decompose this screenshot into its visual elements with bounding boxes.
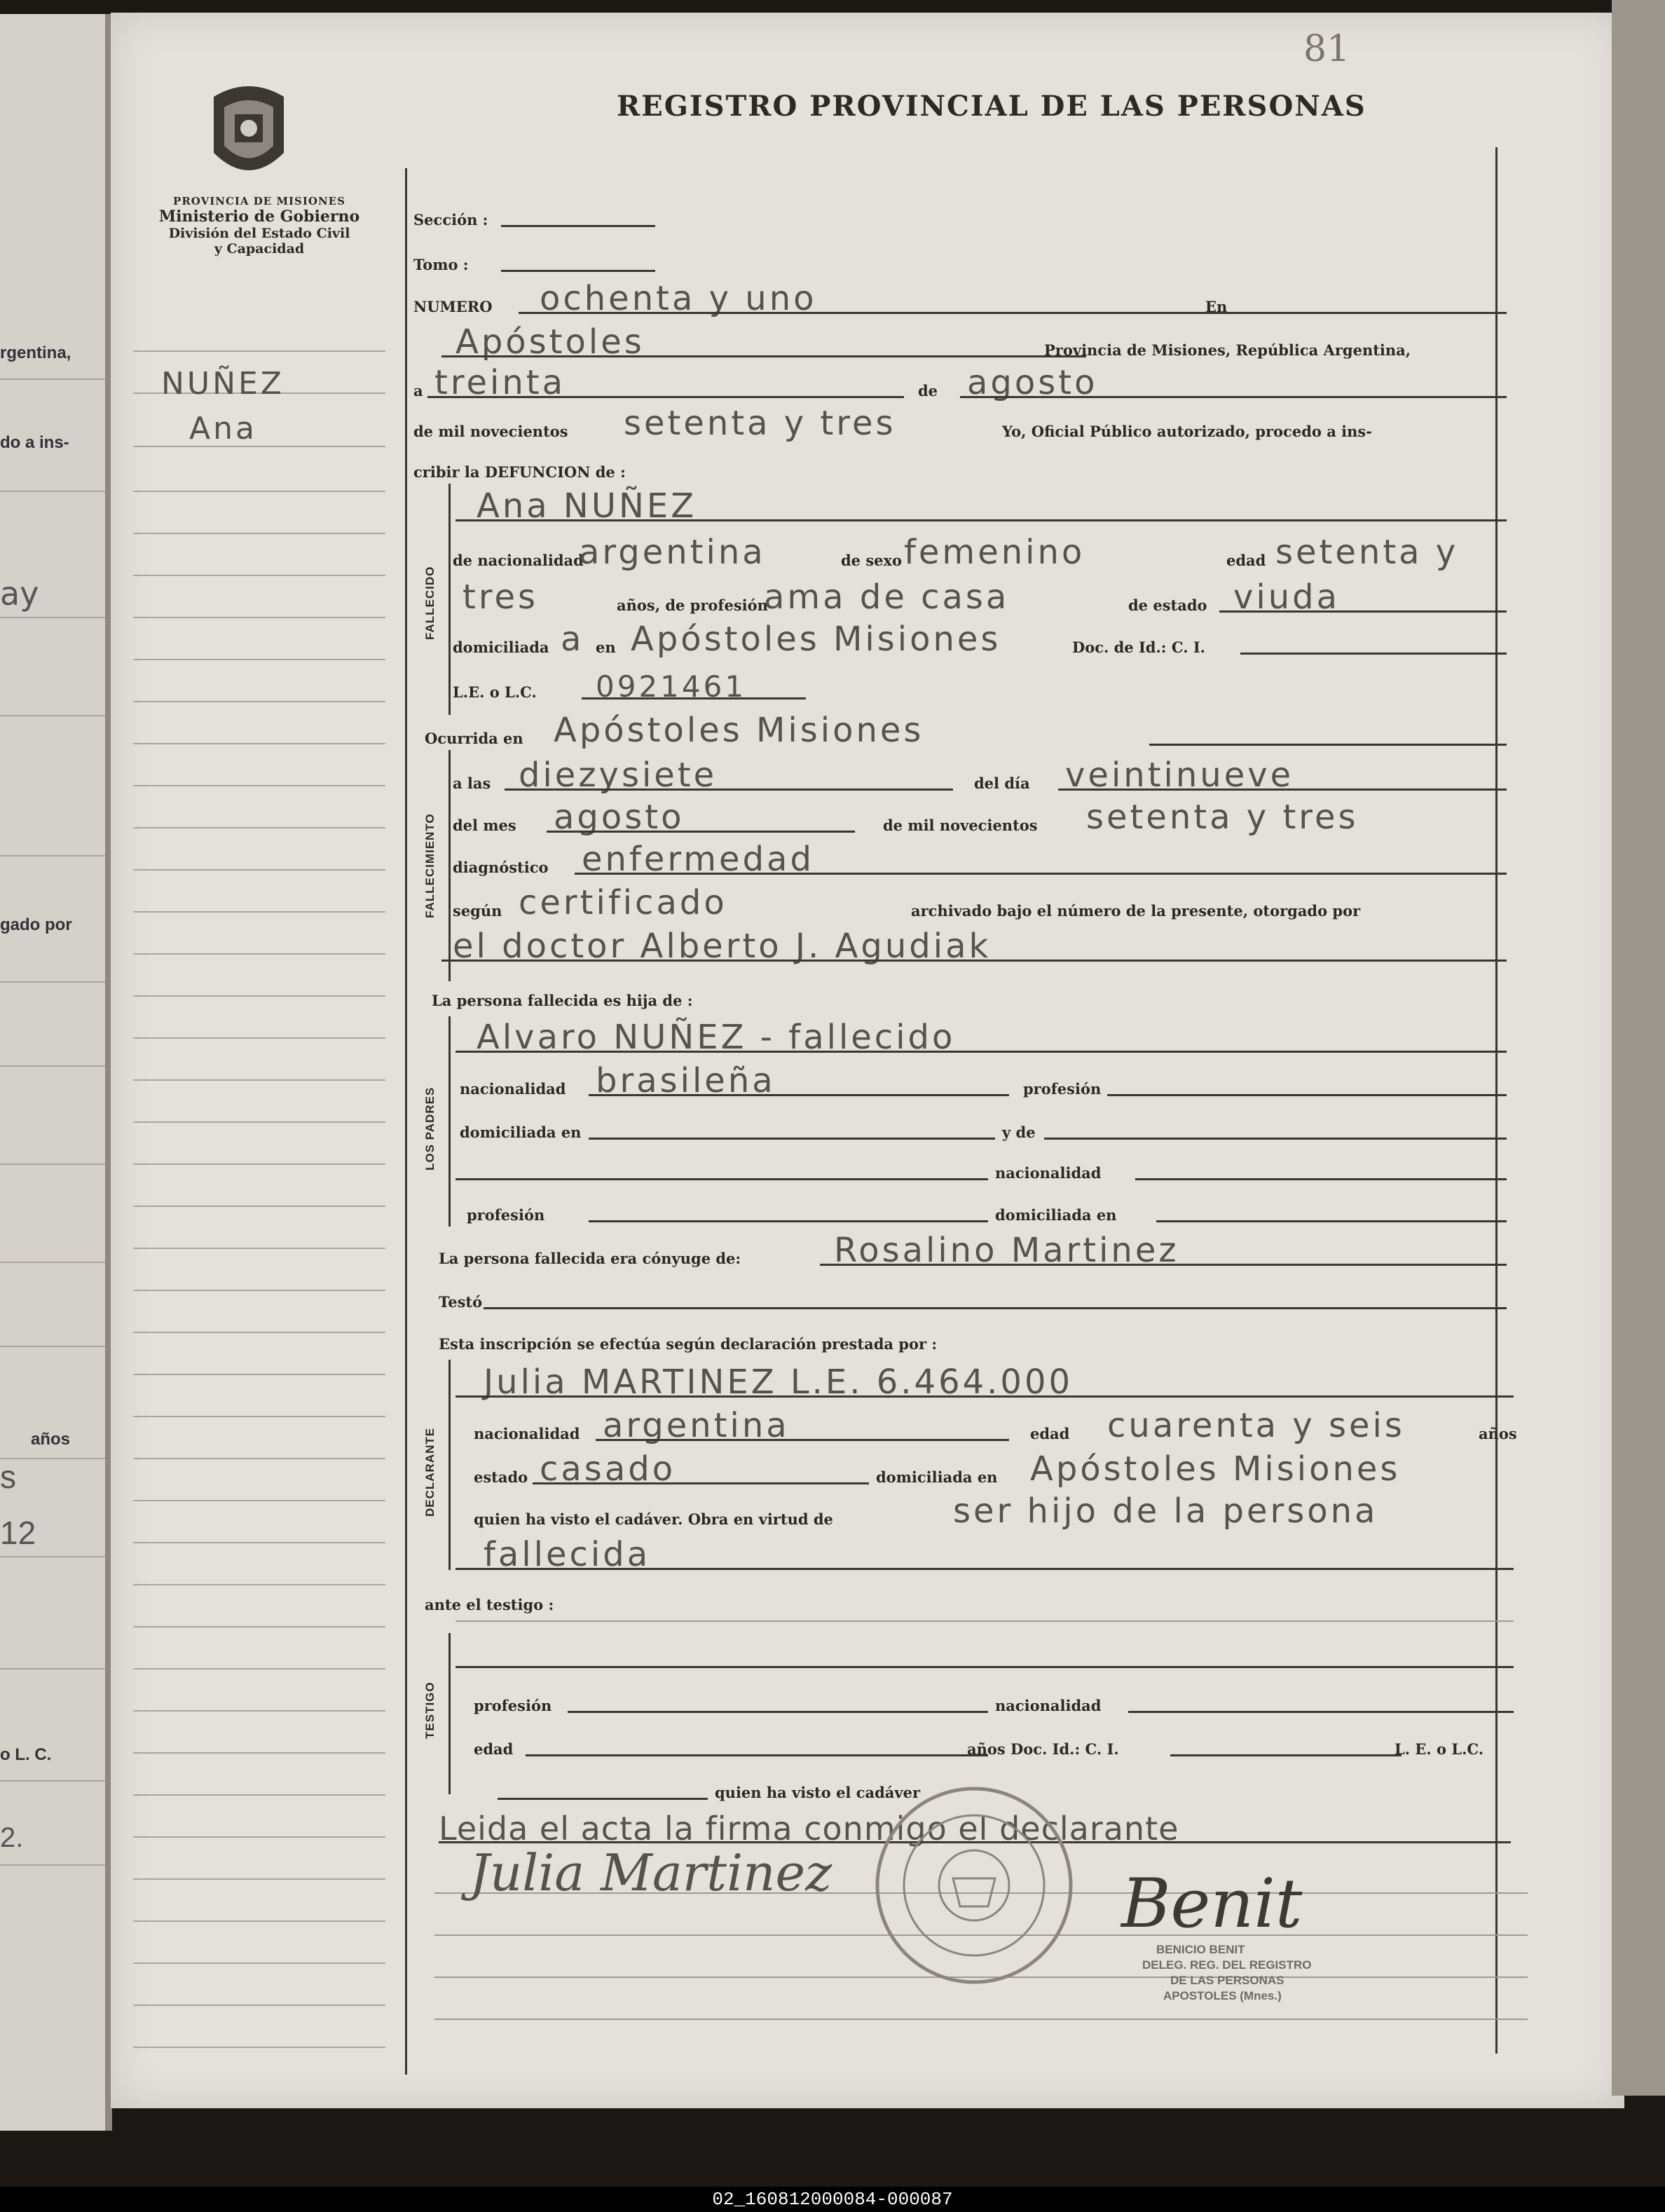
nacionalidad-value: argentina [579,533,766,572]
testigo-nacionalidad-label: nacionalidad [995,1697,1102,1714]
padres-nacionalidad-value: brasileña [596,1061,776,1100]
official-signature: Benit [1121,1864,1303,1943]
image-id-footer: 02_160812000084-000087 [0,2187,1665,2212]
cierre-text: Leida el acta la firma conmigo el declarante [439,1810,1179,1848]
row-inscribir [413,442,1521,484]
fragment-text: 12 [0,1515,36,1551]
row-segun [413,880,1521,922]
medico-value: el doctor Alberto J. Agudiak [453,927,992,966]
row-numero [413,276,1521,318]
declarante-visto-label: quien ha visto el cadáver. Obra en virtud de [474,1510,833,1528]
row-testigo-nombre [413,1630,1521,1672]
fallecido-section-label: FALLECIDO [423,566,437,640]
fragment-text: ay [0,575,39,613]
segun-value: certificado [519,883,727,922]
page-title: REGISTRO PROVINCIAL DE LAS PERSONAS [617,90,1366,123]
row-fallecido-le [413,662,1521,704]
row-testigo-profesion [413,1675,1521,1717]
testigo-section-label: TESTIGO [423,1681,437,1739]
fragment-text: s [0,1459,16,1495]
tomo-label: Tomo : [413,256,469,273]
coat-of-arms-icon [203,76,294,188]
dia-value: treinta [434,363,566,402]
row-fecha [413,360,1521,402]
conyuge-value: Rosalino Martinez [834,1231,1179,1270]
margin-surname: NUÑEZ [161,366,285,402]
testigo-visto-label: quien ha visto el cadáver [715,1784,921,1801]
declarante-virtud2-value: fallecida [484,1535,651,1574]
row-padres-intro [413,970,1521,1012]
declarante-nacionalidad-label: nacionalidad [474,1425,580,1442]
testigo-profesion-label: profesión [474,1697,552,1714]
en-label: En [1205,298,1228,315]
authority-division: División del Estado Civil [168,226,350,241]
fallecimiento-section-label: FALLECIMIENTO [423,813,437,918]
declarante-estado-label: estado [474,1468,528,1486]
estado-label: de estado [1128,596,1207,614]
anio-value: setenta y tres [1086,798,1359,837]
fragment-text: 2. [0,1822,24,1853]
declarante-estado-value: casado [540,1449,676,1489]
row-declarante-visto [413,1489,1521,1531]
declarante-section-label: DECLARANTE [423,1427,437,1517]
official-stamp-line: APOSTOLES (Mnes.) [1163,1989,1282,2002]
edad-value-2: tres [463,578,539,617]
declarante-signature: Julia Martinez [470,1843,832,1902]
sexo-label: de sexo [841,552,903,569]
padres-intro: La persona fallecida es hija de : [432,992,693,1009]
row-fallecido-nombre [413,484,1521,526]
y-de-label: y de [1002,1124,1036,1141]
book-edge [1612,0,1665,2096]
row-padres-profesion2 [413,1184,1521,1227]
official-stamp-line: DE LAS PERSONAS [1170,1974,1284,1987]
conyuge-label: La persona fallecida era cónyuge de: [439,1250,741,1267]
row-testigo-edad [413,1719,1521,1761]
declarante-edad-value: cuarenta y seis [1107,1406,1405,1445]
a-label: a [413,382,423,400]
anio-value: setenta y tres [624,404,896,443]
row-testo [413,1271,1521,1313]
row-conyuge [413,1228,1521,1270]
domicilio-value: Apóstoles Misiones [631,620,1001,659]
en-label: en [596,639,616,656]
seccion-label: Sección : [413,211,488,228]
declarante-edad-label: edad [1030,1425,1070,1442]
authority-division-2: y Capacidad [214,241,305,257]
authority-province: PROVINCIA DE MISIONES [173,195,345,207]
fragment-text: gado por [0,915,72,934]
declarante-virtud-value: ser hijo de la persona [953,1491,1378,1531]
row-lugar [413,320,1521,362]
testigo-edad-label: edad [474,1740,514,1758]
declarante-domicilio-value: Apóstoles Misiones [1030,1449,1401,1489]
anio-label: de mil novecientos [883,817,1038,834]
row-padre [413,1015,1521,1057]
issuing-authority [119,195,399,257]
padres-profesion-label: profesión [1023,1080,1102,1098]
inscribir-text: cribir la DEFUNCION de : [413,463,626,481]
profesion-value: ama de casa [764,578,1010,617]
le-value: 0921461 [596,669,747,704]
testigo-anios-doc-label: años Doc. Id.: C. I. [967,1740,1119,1758]
edad-value: setenta y [1275,533,1459,572]
row-padres-nacionalidad2 [413,1142,1521,1184]
declarante-intro: Esta inscripción se efectúa según declaración prestada por : [439,1335,938,1353]
padres-domiciliada2-label: domiciliada en [995,1206,1117,1224]
anios-profesion-label: años, de profesión [617,596,768,614]
padres-domiciliada-label: domiciliada en [460,1124,582,1141]
hora-label: a las [453,774,491,792]
margin-divider [405,168,407,2075]
previous-page-edge [0,14,112,2131]
row-medico [413,924,1521,966]
fragment-text: o L. C. [0,1745,52,1764]
testo-label: Testó [439,1293,483,1311]
declarante-domiciliada-label: domiciliada en [876,1468,998,1486]
numero-label: NUMERO [413,298,493,315]
padres-profesion2-label: profesión [467,1206,545,1224]
row-padres-nacionalidad [413,1058,1521,1100]
mes-value: agosto [554,798,685,837]
page-number: 81 [1303,28,1350,70]
diagnostico-value: enfermedad [582,840,814,879]
padres-nacionalidad-label: nacionalidad [460,1080,566,1098]
mes-value: agosto [967,363,1098,402]
row-declarante-estado [413,1447,1521,1489]
ocurrida-value: Apóstoles Misiones [554,711,924,750]
margin-given-name: Ana [189,411,257,446]
provincia-label: Provincia de Misiones, República Argentina, [1044,341,1411,359]
row-tomo [413,234,1521,276]
testigo-intro: ante el testigo : [425,1596,554,1613]
domicilio-a: a [561,620,584,659]
declarante-nombre: Julia MARTINEZ L.E. 6.464.000 [484,1363,1074,1402]
fragment-text: años [31,1430,71,1449]
row-seccion [413,189,1521,231]
official-stamp-line: DELEG. REG. DEL REGISTRO [1142,1958,1312,1972]
de-label: de [918,382,938,400]
row-mes [413,795,1521,837]
doc-label: Doc. de Id.: C. I. [1072,639,1205,656]
row-diagnostico [413,837,1521,879]
row-declarante-virtud2 [413,1532,1521,1574]
nacionalidad-label: de nacionalidad [453,552,584,569]
padres-nacionalidad2-label: nacionalidad [995,1164,1102,1182]
row-anio [413,401,1521,443]
row-padres-domicilio [413,1102,1521,1144]
ocurrida-label: Ocurrida en [425,730,523,747]
hora-value: diezysiete [519,756,718,795]
sexo-value: femenino [904,533,1085,572]
padre-value: Alvaro NUÑEZ - fallecido [477,1018,956,1057]
fallecido-nombre: Ana NUÑEZ [477,486,697,526]
row-declarante-nombre [413,1360,1521,1402]
fragment-text: rgentina, [0,343,71,362]
row-declarante-intro [413,1313,1521,1356]
row-fallecido-profesion [413,575,1521,617]
testigo-le-label: L. E. o L.C. [1395,1740,1484,1758]
oficial-text: Yo, Oficial Público autorizado, procedo a ins- [1002,423,1372,440]
dia-label: del día [974,774,1030,792]
archivado-text: archivado bajo el número de la presente, otorgado por [911,902,1361,920]
estado-value: viuda [1233,578,1341,617]
row-declarante-nacionalidad [413,1403,1521,1445]
official-stamp-icon [869,1780,1079,1991]
mes-label: del mes [453,817,516,834]
row-hora [413,753,1521,795]
diagnostico-label: diagnóstico [453,859,549,876]
lugar-value: Apóstoles [455,322,645,362]
domiciliada-label: domiciliada [453,639,549,656]
edad-label: edad [1226,552,1266,569]
official-signature-block [1100,1864,1423,2005]
anio-label: de mil novecientos [413,423,568,440]
dia-value: veintinueve [1065,756,1294,795]
segun-label: según [453,902,502,920]
padres-section-label: LOS PADRES [423,1086,437,1170]
authority-ministry: Ministerio de Gobierno [158,207,360,226]
fragment-text: do a ins- [0,433,69,452]
declarante-nacionalidad-value: argentina [603,1406,790,1445]
row-fallecido-nacionalidad [413,530,1521,572]
official-stamp-line: BENICIO BENIT [1156,1943,1245,1956]
row-ocurrida [413,708,1521,750]
le-label: L.E. o L.C. [453,683,537,701]
numero-value: ochenta y uno [540,279,817,318]
row-fallecido-domicilio [413,617,1521,659]
row-testigo-intro [413,1574,1521,1616]
anios-label: años [1479,1425,1517,1442]
